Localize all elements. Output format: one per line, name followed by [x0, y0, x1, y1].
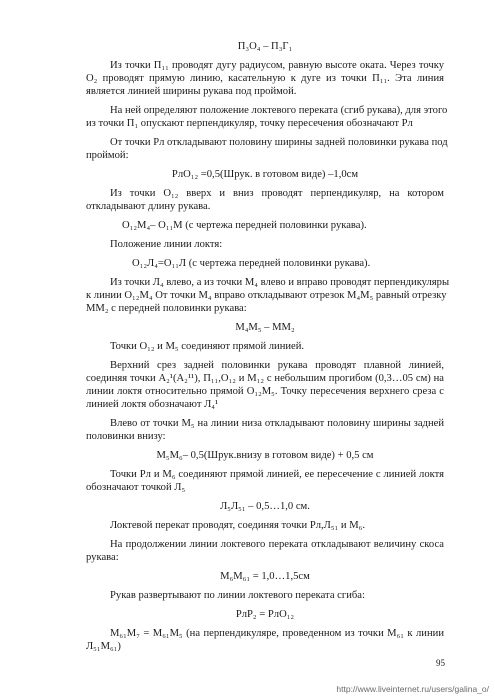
formula-line: П₃О₄ – П₃Г₁ [237, 41, 293, 52]
paragraph-line: Верхний срез задней половинки рукава проводят плавной линией, [110, 360, 444, 371]
paragraph-line: Рукав развертывают по линии локтевого переката сгиба: [110, 590, 365, 601]
paragraph-line: Из точки Л₄ влево, а из точки М₄ влево и вправо проводят перпендикуляры [110, 277, 450, 288]
formula-line: РлО₁₂ =0,5(Шрук. в готовом виде) –1,0см [171, 169, 359, 180]
paragraph-line: На ней определяют положение локтевого переката (сгиб рукава), для этого [110, 105, 448, 116]
paragraph-line: линии локтя относительно прямой О₁₂М₅. Точку пересечения верхнего среза с [86, 386, 444, 397]
paragraph-line: откладывают длину рукава. [86, 201, 211, 212]
paragraph-line: Положение линии локтя: [110, 239, 223, 250]
paragraph-line: проймой: [86, 150, 129, 161]
paragraph-line: На продолжении линии локтевого переката откладывают величину скоса [110, 539, 444, 550]
formula-line: Л₅Л₅₁ – 0,5…1,0 см. [220, 501, 310, 512]
formula-line: РлР₂ = РлО₁₂ [235, 609, 295, 620]
paragraph-line: Из точки П₁₁ проводят дугу радиусом, равную высоте оката. Через точку [110, 60, 444, 71]
paragraph-line: к линии О₁₂М₄ От точки М₄ вправо откладывают отрезок М₄М₅ равный отрезку [86, 290, 447, 301]
paragraph-line: Точки О₁₂ и М₅ соединяют прямой линией. [110, 341, 305, 352]
paragraph-line: является линией ширины рукава под проймой. [86, 86, 297, 97]
paragraph-line: обозначают точкой Л₅ [86, 482, 186, 493]
paragraph-line: рукава: [86, 552, 119, 563]
paragraph-line: Из точки О₁₂ вверх и вниз проводят перпендикуляр, на котором [110, 188, 444, 199]
paragraph-line: Л₅₁М₆₁) [86, 641, 121, 652]
formula-line: О₁₂Л₄=О₁₁Л (с чертежа передней половинки рукава). [132, 258, 371, 269]
paragraph-line: соединяя точки А₂¹(А₂¹¹), П₁₁,О₁₂ и М₁₂ с небольшим прогибом (0,3…05 см) на [86, 373, 444, 384]
formula-line: М₅М₆– 0,5(Шрук.внизу в готовом виде) + 0,5 см [156, 450, 374, 461]
paragraph-line: Локтевой перекат проводят, соединяя точки Рл,Л₅₁ и М₆. [110, 520, 365, 531]
formula-line: М₆М₆₁ = 1,0…1,5см [220, 571, 310, 582]
formula-line: О₁₂М₄– О₁₁М (с чертежа передней половинки рукава). [122, 220, 367, 231]
paragraph-line: ММ₂ с передней половинки рукава: [86, 303, 247, 314]
paragraph-line: половинки внизу: [86, 431, 166, 442]
watermark-url: http://www.liveinternet.ru/users/galina_o/ [336, 684, 489, 694]
page-number: 95 [436, 658, 445, 668]
paragraph-line: М₆₁М₇ = М₆₁М₅ (на перпендикуляре, проведенном из точки М₆₁ к линии [110, 628, 444, 639]
paragraph-line: От точки Рл откладывают половину ширины задней половинки рукава под [110, 137, 448, 148]
paragraph-line: линией локтя обозначают Л₄¹ [86, 399, 219, 410]
paragraph-line: О₂ проводят прямую линию, касательную к дуге из точки П₁₁. Эта линия [86, 73, 444, 84]
formula-line: М₄М₅ – ММ₂ [235, 322, 295, 333]
paragraph-line: Точки Рл и М₆ соединяют прямой линией, ее пересечение с линией локтя [110, 469, 444, 480]
paragraph-line: Влево от точки М₅ на линии низа откладывают половину ширины задней [110, 418, 444, 429]
paragraph-line: из точки П₁ опускают перпендикуляр, точку пересечения обозначают Рл [86, 118, 413, 129]
